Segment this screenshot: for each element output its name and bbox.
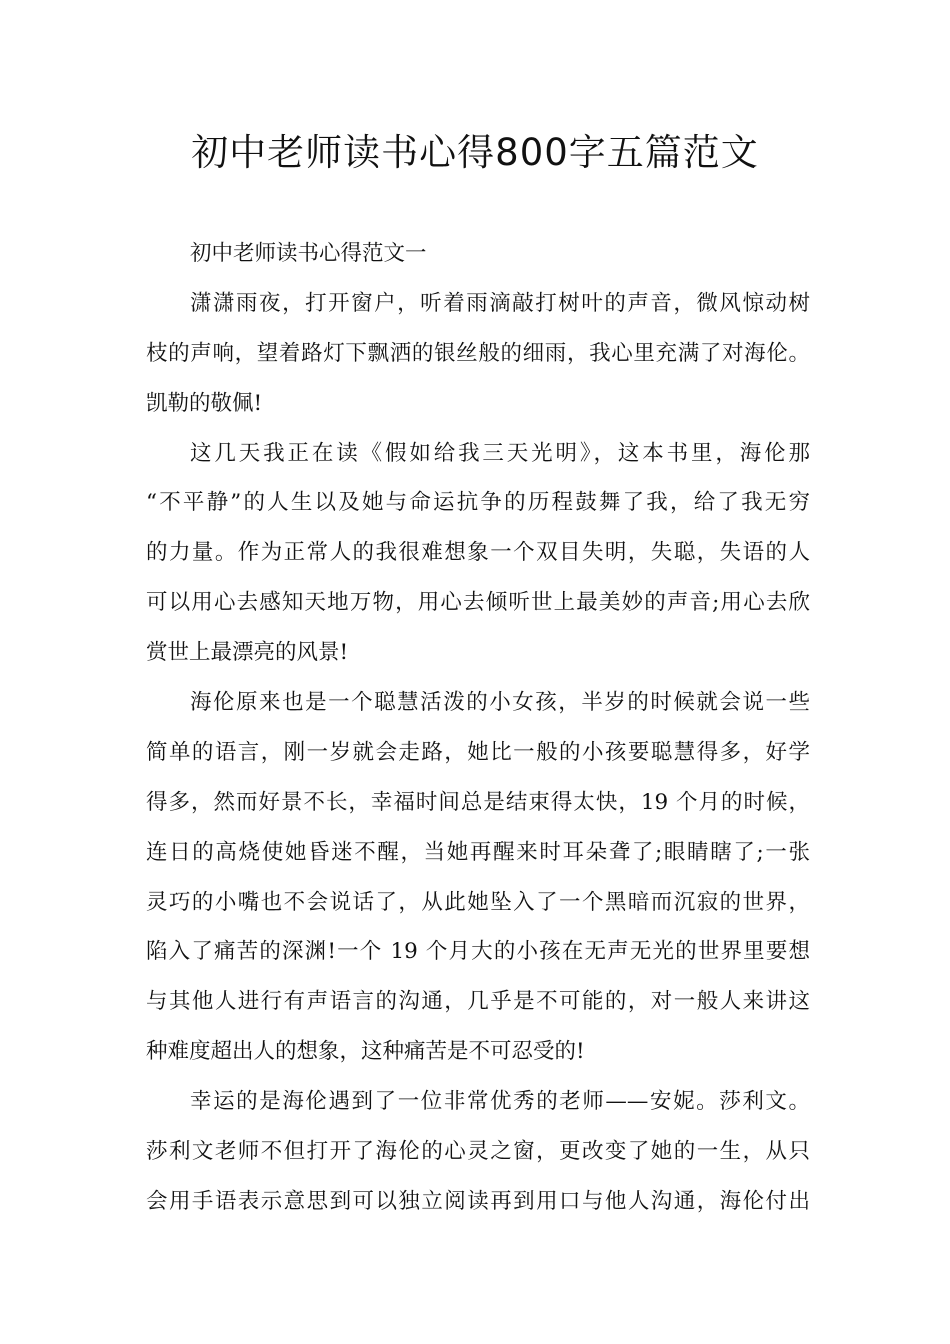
text-line: 幸运的是海伦遇到了一位非常优秀的老师——安妮。莎利文。 xyxy=(190,1089,810,1115)
text-line: 赏世上最漂亮的风景! xyxy=(146,640,349,666)
text-line: 种难度超出人的想象，这种痛苦是不可忍受的! xyxy=(146,1039,585,1065)
text-line: 海伦原来也是一个聪慧活泼的小女孩，半岁的时候就会说一些 xyxy=(190,690,810,716)
text-line: 简单的语言，刚一岁就会走路，她比一般的小孩要聪慧得多，好学 xyxy=(146,739,810,765)
text-line: 会用手语表示意思到可以独立阅读再到用口与他人沟通，海伦付出 xyxy=(146,1188,810,1214)
text-line: 连日的高烧使她昏迷不醒，当她再醒来时耳朵聋了;眼睛瞎了;一张 xyxy=(146,839,810,865)
text-line: 灵巧的小嘴也不会说话了，从此她坠入了一个黑暗而沉寂的世界， xyxy=(146,889,810,915)
text-line: 与其他人进行有声语言的沟通，几乎是不可能的，对一般人来讲这 xyxy=(146,989,810,1015)
document-title: 初中老师读书心得800字五篇范文 xyxy=(191,131,759,174)
text-line: 得多，然而好景不长，幸福时间总是结束得太快，19 个月的时候， xyxy=(146,789,810,815)
text-line: 可以用心去感知天地万物，用心去倾听世上最美妙的声音;用心去欣 xyxy=(146,590,810,616)
text-line: 凯勒的敬佩! xyxy=(146,390,263,416)
text-line: 陷入了痛苦的深渊!一个 19 个月大的小孩在无声无光的世界里要想 xyxy=(146,939,810,965)
text-line: “不平静”的人生以及她与命运抗争的历程鼓舞了我，给了我无穷 xyxy=(146,490,810,516)
text-line: 的力量。作为正常人的我很难想象一个双目失明，失聪，失语的人 xyxy=(146,540,810,566)
text-line: 这几天我正在读《假如给我三天光明》，这本书里，海伦那 xyxy=(190,440,810,466)
document-body xyxy=(146,229,810,1227)
text-line: 枝的声响，望着路灯下飘洒的银丝般的细雨，我心里充满了对海伦。 xyxy=(146,340,810,366)
text-line: 初中老师读书心得范文一 xyxy=(190,241,427,266)
text-line: 潇潇雨夜，打开窗户，听着雨滴敲打树叶的声音，微风惊动树 xyxy=(190,290,810,316)
text-line: 莎利文老师不但打开了海伦的心灵之窗，更改变了她的一生，从只 xyxy=(146,1139,810,1165)
